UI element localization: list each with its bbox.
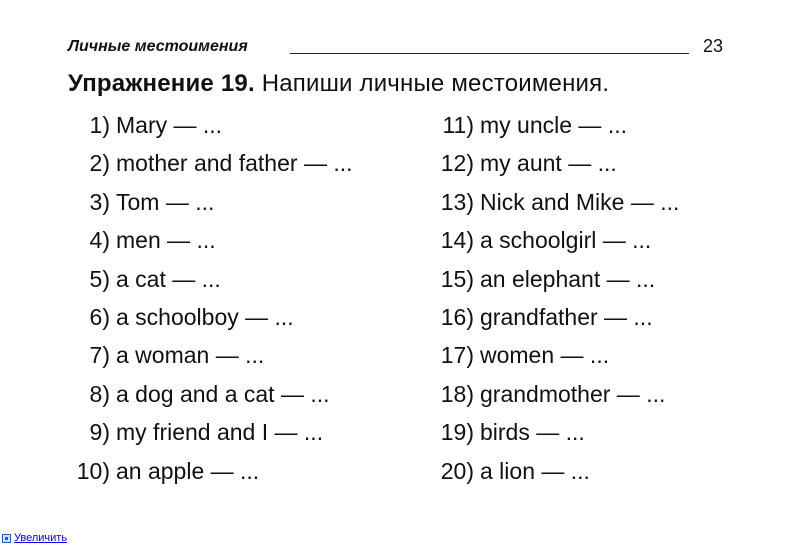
item-text: a lion — ... [480, 457, 590, 484]
zoom-link-text[interactable]: Увеличить [14, 532, 68, 544]
exercise-item [68, 144, 353, 182]
zoom-link[interactable] [2, 531, 67, 545]
exercise-label: Упражнение 19. [68, 70, 255, 97]
exercise-heading [68, 70, 609, 98]
exercise-item [430, 298, 679, 336]
exercise-item [430, 413, 679, 451]
item-number: 1) [89, 112, 110, 138]
item-text: grandfather — ... [480, 303, 653, 330]
item-number: 18) [440, 380, 474, 407]
item-text: a schoolboy — ... [116, 303, 294, 330]
exercise-item [68, 298, 353, 336]
exercise-item [430, 144, 679, 182]
item-text: an apple — ... [116, 457, 260, 484]
item-text: Nick and Mike — ... [480, 188, 680, 215]
page-number: 23 [702, 36, 723, 56]
item-text: a dog and a cat — ... [116, 380, 330, 407]
exercise-item [68, 452, 353, 490]
item-number: 4) [89, 227, 110, 254]
zoom-icon[interactable] [2, 534, 11, 543]
exercise-item [68, 413, 353, 451]
item-text: a schoolgirl — ... [480, 227, 652, 254]
item-text: my uncle — ... [480, 112, 627, 138]
exercise-item [68, 260, 353, 298]
item-number: 10) [76, 457, 110, 484]
item-number: 12) [440, 150, 474, 177]
item-number: 3) [89, 188, 110, 215]
header-rule [290, 53, 689, 54]
exercise-item [430, 375, 679, 413]
item-number: 7) [89, 342, 110, 369]
item-number: 14) [440, 227, 474, 254]
item-text: grandmother — ... [480, 380, 666, 407]
item-number: 15) [440, 265, 474, 292]
exercise-item [68, 221, 353, 259]
exercise-item [430, 452, 679, 490]
item-number: 8) [89, 380, 110, 407]
item-text: my aunt — ... [480, 150, 617, 177]
item-text: women — ... [480, 342, 610, 369]
item-number: 17) [440, 342, 474, 369]
exercise-item [430, 106, 679, 144]
item-number: 20) [440, 457, 474, 484]
exercise-item [430, 336, 679, 374]
exercise-item [68, 375, 353, 413]
item-number: 19) [440, 419, 474, 446]
exercise-item [430, 260, 679, 298]
item-text: Mary — ... [116, 112, 223, 138]
exercise-item [68, 336, 353, 374]
exercise-item [68, 106, 353, 144]
exercise-item [68, 183, 353, 221]
item-number: 11) [442, 112, 474, 138]
item-number: 13) [440, 188, 474, 215]
exercise-instruction: Напиши личные местоимения. [261, 70, 610, 97]
item-number: 16) [440, 303, 474, 330]
item-text: men — ... [116, 227, 216, 254]
exercise-item [430, 183, 679, 221]
item-text: a cat — ... [116, 265, 221, 292]
item-text: an elephant — ... [480, 265, 656, 292]
exercise-item [430, 221, 679, 259]
item-number: 9) [89, 419, 110, 446]
item-text: a woman — ... [116, 342, 265, 369]
exercise-list-right [430, 106, 679, 490]
item-text: Tom — ... [116, 188, 215, 215]
section-title: Личные местоимения [68, 38, 248, 55]
item-number: 5) [89, 265, 110, 292]
item-text: birds — ... [480, 419, 585, 446]
item-number: 2) [89, 150, 110, 177]
exercise-list-left [68, 106, 353, 490]
item-number: 6) [89, 303, 110, 330]
page-header [68, 36, 723, 60]
item-text: mother and father — ... [116, 150, 353, 177]
item-text: my friend and I — ... [116, 419, 324, 446]
